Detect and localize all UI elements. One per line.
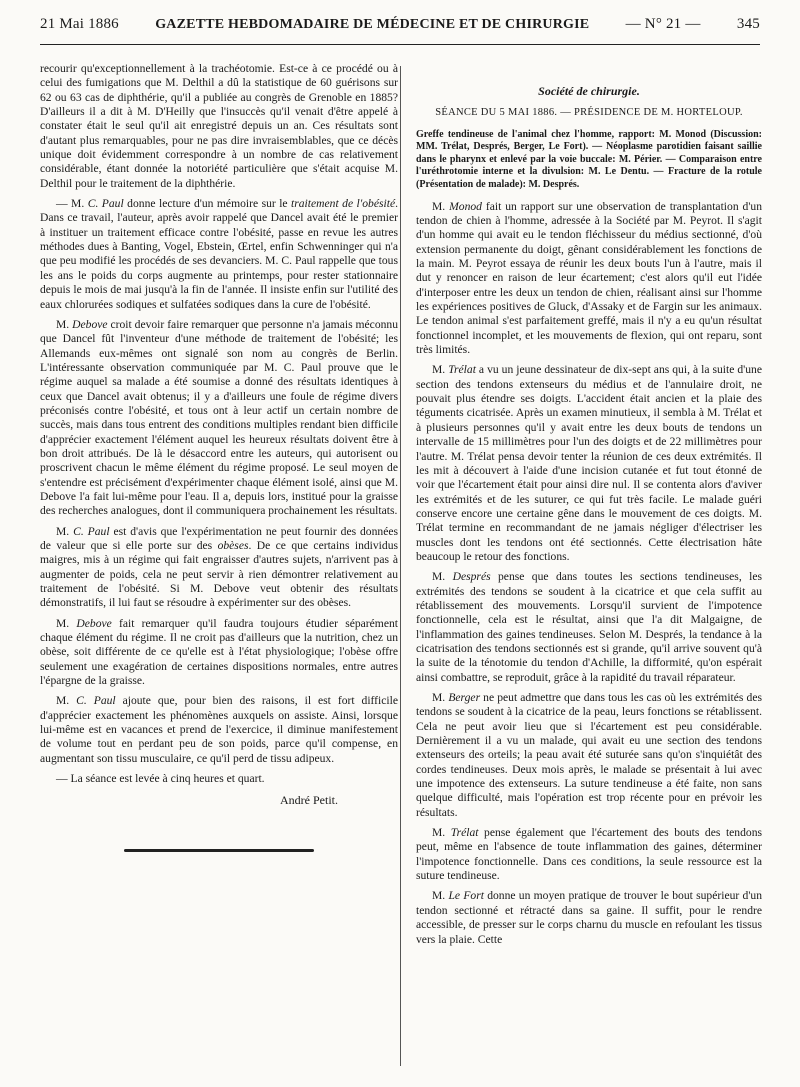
paragraph: M. Trélat pense également que l'écartement des bouts des tendons peut, même en l'absence de toute inflammation des gaines, déterminer l'impotence fonctionnelle. Dans ces conditions, la seule ressource est la suture tendineuse.	[416, 826, 763, 883]
paragraph: M. Monod fait un rapport sur une observation de transplantation d'un tendon de chien à l'homme, adressée à la Société par M. Peyrot. Il s'agit d'un homme qui avait eu le tendon fléchisseur du médius sectionné, d'où extension permanente du doigt, gênant considérablement les fonctions de la main. M. Peyrot essaya de réunir les deux bouts l'un à l'autre, mais il dut y renoncer en raison de leur écartement; c'est alors qu'il eut l'idée d'interposer entre les deux un tendon de chien, réalisant ainsi sur l'homme les expériences positives de Gluck, d'Assaky et de Fargin sur les animaux. Le tendon animal s'est parfaitement greffé, mais il n'y a eu qu'un résultat fonctionnel incomplet, et les mouvements de flexion, qui ont reparu, sont très limités.	[416, 199, 762, 357]
running-header	[40, 16, 760, 45]
header-date: 21 Mai 1886	[40, 16, 119, 32]
paragraph: — La séance est levée à cinq heures et quart.	[56, 772, 265, 786]
paragraph: M. Després pense que dans toutes les sections tendineuses, les extrémités des tendons se soudent à la cicatrice et que cela suffit au rétablissement des mouvements. Lorsqu'il survient de l'impotence fonctionnelle, cela est le résultat, ainsi que l'a dit Malgaigne, de l'inflammation des gaines tendineuses. Selon M. Després, la tendance à la cicatrisation des tendons sectionnés est si grande, qu'il arrive souvent qu'à la suite de la ténotomie du tendon d'Achille, la difformité, qu'on espérait ainsi combattre, se reproduit, grâce à la rapidité du travail réparateur.	[416, 570, 762, 684]
column-divider	[400, 66, 401, 1066]
paragraph: M. Debove croit devoir faire remarquer que personne n'a jamais méconnu que Dancel fût l'inventeur d'une méthode de traitement de l'obésité; les Allemands eux-mêmes ont signalé son nom au congrès de Berlin. L'intéressante observation communiquée par M. C. Paul prouve que le régime auquel sa malade a été soumise a donné des résultats identiques à ceux que Dancel avait obtenus; il y a d'ailleurs une foule de régime divers préconisés contre l'obésité, et tous ont à leur actif un certain nombre de succès, mais dans tous entrent des conditions multiples rendant bien difficile d'apprécier exactement l'élément auquel les heureux résultats doivent être à bon droit attribués. De là le désaccord entre les auteurs, qui autorisent ou proscrivent chacun le même élément du régime proposé. Le seul moyen de s'entendre est précisément d'expérimenter chaque élément isolé, ainsi que M. Debove l'a fait lui-même pour l'eau. Il a, depuis lors, institué pour la graisse des recherches analogues, dont il communiquera prochainement les résultats.	[40, 317, 399, 518]
paragraph: M. Trélat a vu un jeune dessinateur de dix-sept ans qui, à la suite d'une section des tendons extenseurs du médius et de l'annulaire droit, ne pouvait plus étendre ses doigts. L'accident était ancien et la plaie des téguments cicatrisée. Après un examen minutieux, il sembla à M. Trélat et à plusieurs personnes qu'il y avait entre les deux bouts de tendons un intervalle de 15 millimètres pour l'un des doigts et de 22 millimètres pour l'autre. M. Trélat pensa devoir tenter la réunion de ces deux extrémités. Il les mit à découvert à l'aide d'une incision cutanée et fut tout étonné de voir que l'écartement était pour ainsi dire nul. Il se contenta alors d'aviver les extrémités et de les suturer, ce qui fut très facile. Le malade guéri conserve encore une certaine gêne dans le mouvement de ces doigts. M. Trélat termine en recommandant de ne jamais négliger d'électriser les muscles dont les tendons ont été sectionnés. Cette électrisation hâte beaucoup le retour des fonctions.	[416, 363, 763, 563]
paragraph: recourir qu'exceptionnellement à la trachéotomie. Est-ce à ce procédé ou à celui des fumigations que M. Delthil a dû la statistique de 60 guérisons sur 62 ou 63 cas de diphthérie, qu'il a publiée au congrès de Grenoble en 1885? D'ailleurs il a dit à M. D'Heilly que l'insuccès qu'il venait d'être appelé à constater était le seul qu'il ait enregistré depuis un an. Ces résultats sont d'autant plus remarquables, pour ne pas dire invraisemblables, que ce décès unique doit évidemment correspondre à un nombre de cas relativement considérable, étant donnée la notoriété particulière que s'était acquise M. Delthil pour le traitement de la diphthérie.	[40, 62, 398, 190]
paragraph: M. Debove fait remarquer qu'il faudra toujours étudier séparément chaque élément du régime. Il ne croit pas d'ailleurs que la nutrition, chez un obèse, soit différente de ce qu'elle est à l'état physiologique; l'obèse offre seulement une exagération de certaines dispositions normales, entre autres l'épargne de la graisse.	[40, 616, 398, 688]
paragraph: M. C. Paul est d'avis que l'expérimentation ne peut fournir des données de valeur que si elle porte sur des obèses. De ce que certains individus maigres, mis à un régime qui fait engraisser d'autres sujets, n'arrivent pas à augmenter de poids, cela ne peut servir à rien démontrer relativement au traitement de l'obésité. Si M. Debove veut obtenir des résultats démonstratifs, il lui faut se résoudre à expérimenter sur des obèses.	[40, 524, 399, 610]
session-summary: Greffe tendineuse de l'animal chez l'homme, rapport: M. Monod (Discussion: MM. Trélat, Després, Berger, Le Fort). — Néoplasme parotidien faisant saillie dans le pharynx et enlevé par la voie buccale: M. Périer. — Comparaison entre l'uréthrotomie interne et la divulsion: M. Le Dentu. — Fracture de la rotule (Présentation de malade): M. Després.	[416, 128, 762, 191]
paragraph: M. Berger ne peut admettre que dans tous les cas où les extrémités des tendons se soudent à la cicatrice de la peau, leurs fonctions se rétablissent. Cela ne peut avoir lieu que si l'écartement est peu considérable. Dernièrement il a vu un malade, qui avait eu une section des tendons extenseurs des orteils; la peau avait été suturée sans qu'on s'inquiétât des cordes tendineuses. Deux mois après, le malade se présentait à lui avec une impotence des extenseurs. La suture tendineuse a été faite, non sans quelque difficulté, mais l'opération est trop récente pour en prévoir les résultats.	[416, 691, 762, 819]
page-number: 345	[736, 16, 760, 32]
paragraph: M. C. Paul ajoute que, pour bien des raisons, il est fort difficile d'apprécier exactement les phénomènes auxquels on assiste. Ainsi, lorsque lui-même est en vacances et prend de l'exercice, il diminue manifestement de volume tout en perdant peu de son poids, parce qu'il compense, en augmentant son tissu musculaire, ce qu'il perd de tissu adipeux.	[40, 694, 399, 765]
paragraph: M. Le Fort donne un moyen pratique de trouver le bout supérieur d'un tendon sectionné et rétracté dans sa gaine. Il suffit, pour le rendre accessible, de presser sur le corps charnu du muscle en refoulant les tissus vers la plaie. Cette	[416, 889, 762, 946]
section-title: Société de chirurgie.	[538, 84, 640, 98]
issue-number: — N° 21 —	[625, 16, 701, 32]
left-column	[40, 62, 398, 852]
end-rule	[124, 849, 314, 852]
author-signature: André Petit.	[280, 792, 338, 807]
paragraph: — M. C. Paul donne lecture d'un mémoire sur le traitement de l'obésité. Dans ce travail, l'auteur, après avoir rappelé que Dancel avait été le premier à instituer un traitement efficace contre l'obésité, passe en revue les autres méthodes dues à Banting, Vogel, Ebstein, Œrtel, enfin Schwenninger qui n'a que peu modifié les procédés de ses devanciers. M. C. Paul rappelle que tous les ans le poids du corps augmente au printemps, pour rester stationnaire depuis le mois de mai jusqu'à la fin de l'année. Il insiste enfin sur l'utilité des eaux chlorurées sodiques et sulfatées sodiques dans la cure de l'obésité.	[40, 197, 398, 311]
journal-title: GAZETTE HEBDOMADAIRE DE MÉDECINE ET DE CHIRURGIE	[155, 17, 590, 32]
right-column	[416, 62, 762, 953]
session-line: SÉANCE DU 5 MAI 1886. — PRÉSIDENCE DE M. HORTELOUP.	[435, 107, 743, 119]
